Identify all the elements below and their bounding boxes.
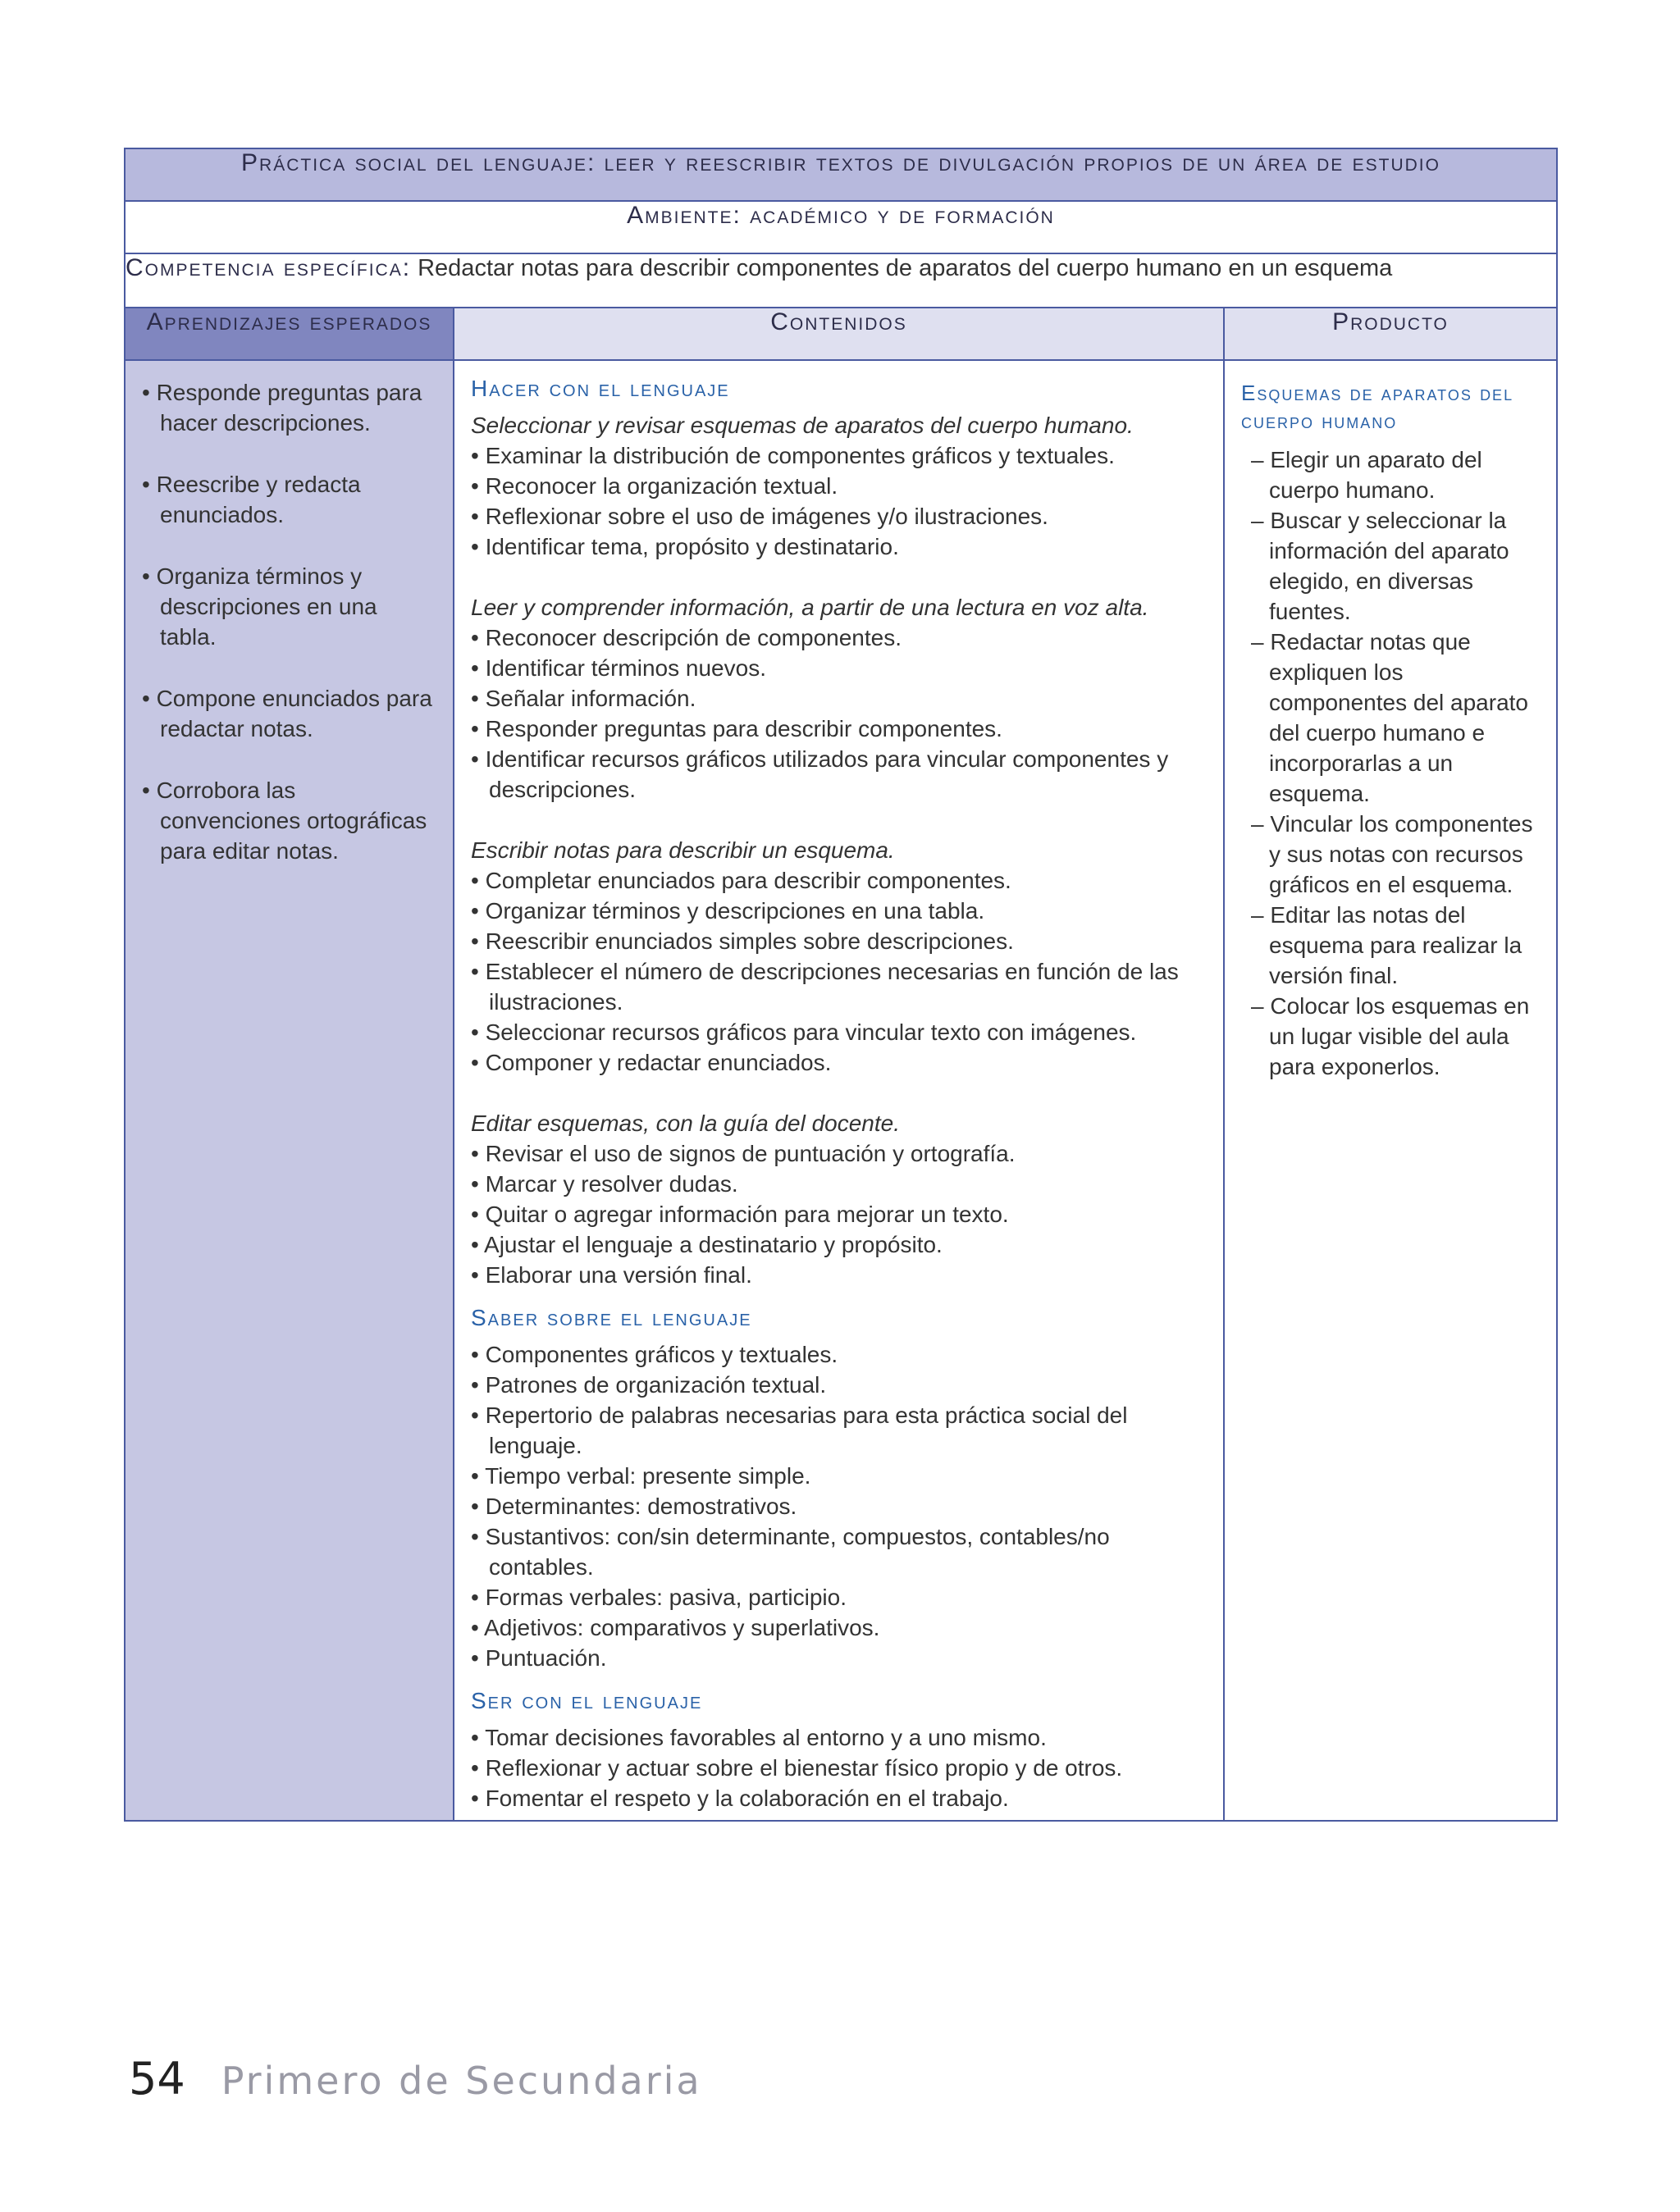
ambiente-header bbox=[125, 201, 1557, 253]
producto-title: Esquemas de aparatos del cuerpo humano bbox=[1241, 381, 1514, 433]
content-item: • Adjetivos: comparativos y superlativos. bbox=[471, 1615, 880, 1640]
content-item: • Identificar tema, propósito y destinatario. bbox=[471, 534, 899, 559]
content-group bbox=[471, 592, 1208, 805]
content-item: • Examinar la distribución de componentes gráficos y textuales. bbox=[471, 443, 1115, 468]
content-item: • Identificar términos nuevos. bbox=[471, 655, 766, 681]
content-item: • Señalar información. bbox=[471, 686, 696, 711]
content-item: • Formas verbales: pasiva, participio. bbox=[471, 1585, 847, 1610]
content-item: • Identificar recursos gráficos utilizados para vincular componentes y descripciones. bbox=[471, 746, 1169, 802]
aprendizajes-column-header bbox=[125, 308, 454, 360]
ser-section bbox=[471, 1688, 1208, 1813]
group-subhead: Leer y comprender información, a partir de una lectura en voz alta. bbox=[471, 595, 1149, 620]
saber-section bbox=[471, 1305, 1208, 1673]
content-item: • Determinantes: demostrativos. bbox=[471, 1494, 797, 1519]
curriculum-table bbox=[124, 148, 1558, 1822]
content-group bbox=[471, 410, 1208, 562]
page-footer bbox=[129, 2053, 702, 2105]
group-subhead: Editar esquemas, con la guía del docente. bbox=[471, 1111, 901, 1136]
content-item: • Tomar decisiones favorables al entorno y a uno mismo. bbox=[471, 1725, 1047, 1750]
content-item: • Fomentar el respeto y la colaboración en el trabajo. bbox=[471, 1786, 1009, 1811]
saber-title: Saber sobre el lenguaje bbox=[471, 1305, 752, 1330]
competencia-row bbox=[125, 253, 1557, 308]
contenidos-cell bbox=[454, 360, 1224, 1821]
content-item: • Puntuación. bbox=[471, 1645, 607, 1671]
producto-item: – Vincular los componentes y sus notas con recursos gráficos en el esquema. bbox=[1251, 811, 1533, 897]
content-item: • Ajustar el lenguaje a destinatario y propósito. bbox=[471, 1232, 943, 1257]
book-title: Primero de Secundaria bbox=[221, 2059, 702, 2103]
content-item: • Reconocer descripción de componentes. bbox=[471, 625, 902, 650]
content-item: • Reescribir enunciados simples sobre descripciones. bbox=[471, 928, 1014, 954]
content-item: • Reflexionar y actuar sobre el bienestar físico propio y de otros. bbox=[471, 1755, 1123, 1781]
content-item: • Revisar el uso de signos de puntuación y ortografía. bbox=[471, 1141, 1016, 1166]
content-item: • Patrones de organización textual. bbox=[471, 1372, 827, 1398]
content-group bbox=[471, 835, 1208, 1078]
competencia-label: Competencia específica: bbox=[126, 254, 412, 281]
aprendizaje-item: • Organiza términos y descripciones en una tabla. bbox=[142, 563, 377, 650]
aprendizaje-item: • Responde preguntas para hacer descripciones. bbox=[142, 380, 422, 436]
aprendizaje-item: • Compone enunciados para redactar notas. bbox=[142, 686, 432, 741]
content-item: • Quitar o agregar información para mejorar un texto. bbox=[471, 1202, 1009, 1227]
producto-item: – Redactar notas que expliquen los componentes del aparato del cuerpo humano e incorporarlas a un esquema. bbox=[1251, 629, 1528, 806]
producto-column-header bbox=[1224, 308, 1557, 360]
hacer-title: Hacer con el lenguaje bbox=[471, 376, 730, 401]
aprendizajes-cell bbox=[125, 360, 454, 1821]
content-item: • Organizar términos y descripciones en una tabla. bbox=[471, 898, 985, 924]
content-item: • Reflexionar sobre el uso de imágenes y/o ilustraciones. bbox=[471, 504, 1048, 529]
aprendizajes-column-label: Aprendizajes esperados bbox=[146, 308, 432, 335]
content-item: • Responder preguntas para describir componentes. bbox=[471, 716, 1002, 741]
content-item: • Establecer el número de descripciones necesarias en función de las ilustraciones. bbox=[471, 959, 1179, 1015]
content-item: • Componentes gráficos y textuales. bbox=[471, 1342, 838, 1367]
aprendizaje-item: • Reescribe y redacta enunciados. bbox=[142, 472, 361, 527]
competencia-text: Redactar notas para describir componentes de aparatos del cuerpo humano en un esquema bbox=[418, 255, 1393, 281]
content-item: • Componer y redactar enunciados. bbox=[471, 1050, 832, 1075]
content-group bbox=[471, 1108, 1208, 1290]
content-item: • Tiempo verbal: presente simple. bbox=[471, 1463, 811, 1489]
contenidos-column-label: Contenidos bbox=[770, 308, 907, 335]
content-item: • Seleccionar recursos gráficos para vincular texto con imágenes. bbox=[471, 1019, 1137, 1045]
content-item: • Elaborar una versión final. bbox=[471, 1262, 752, 1288]
page-number: 54 bbox=[129, 2053, 185, 2105]
practica-social-header bbox=[125, 148, 1557, 201]
producto-column-label: Producto bbox=[1332, 308, 1449, 335]
aprendizaje-item: • Corrobora las convenciones ortográficas para editar notas. bbox=[142, 778, 427, 864]
producto-item: – Buscar y seleccionar la información del aparato elegido, en diversas fuentes. bbox=[1251, 508, 1509, 624]
ambiente-text: Ambiente: académico y de formación bbox=[627, 202, 1055, 229]
content-item: • Sustantivos: con/sin determinante, compuestos, contables/no contables. bbox=[471, 1524, 1110, 1580]
producto-item: – Editar las notas del esquema para realizar la versión final. bbox=[1251, 902, 1522, 988]
producto-item: – Elegir un aparato del cuerpo humano. bbox=[1251, 447, 1482, 503]
content-item: • Completar enunciados para describir componentes. bbox=[471, 868, 1011, 893]
hacer-section bbox=[471, 376, 1208, 1290]
group-subhead: Seleccionar y revisar esquemas de aparatos del cuerpo humano. bbox=[471, 413, 1134, 438]
contenidos-column-header bbox=[454, 308, 1224, 360]
content-item: • Reconocer la organización textual. bbox=[471, 473, 838, 499]
producto-cell bbox=[1224, 360, 1557, 1821]
practica-social-text: Práctica social del lenguaje: leer y reescribir textos de divulgación propios de un área de estudio bbox=[241, 149, 1440, 176]
ser-title: Ser con el lenguaje bbox=[471, 1688, 703, 1713]
content-item: • Repertorio de palabras necesarias para esta práctica social del lenguaje. bbox=[471, 1402, 1128, 1458]
producto-item: – Colocar los esquemas en un lugar visible del aula para exponerlos. bbox=[1251, 993, 1530, 1079]
group-subhead: Escribir notas para describir un esquema. bbox=[471, 837, 895, 863]
content-item: • Marcar y resolver dudas. bbox=[471, 1171, 738, 1197]
